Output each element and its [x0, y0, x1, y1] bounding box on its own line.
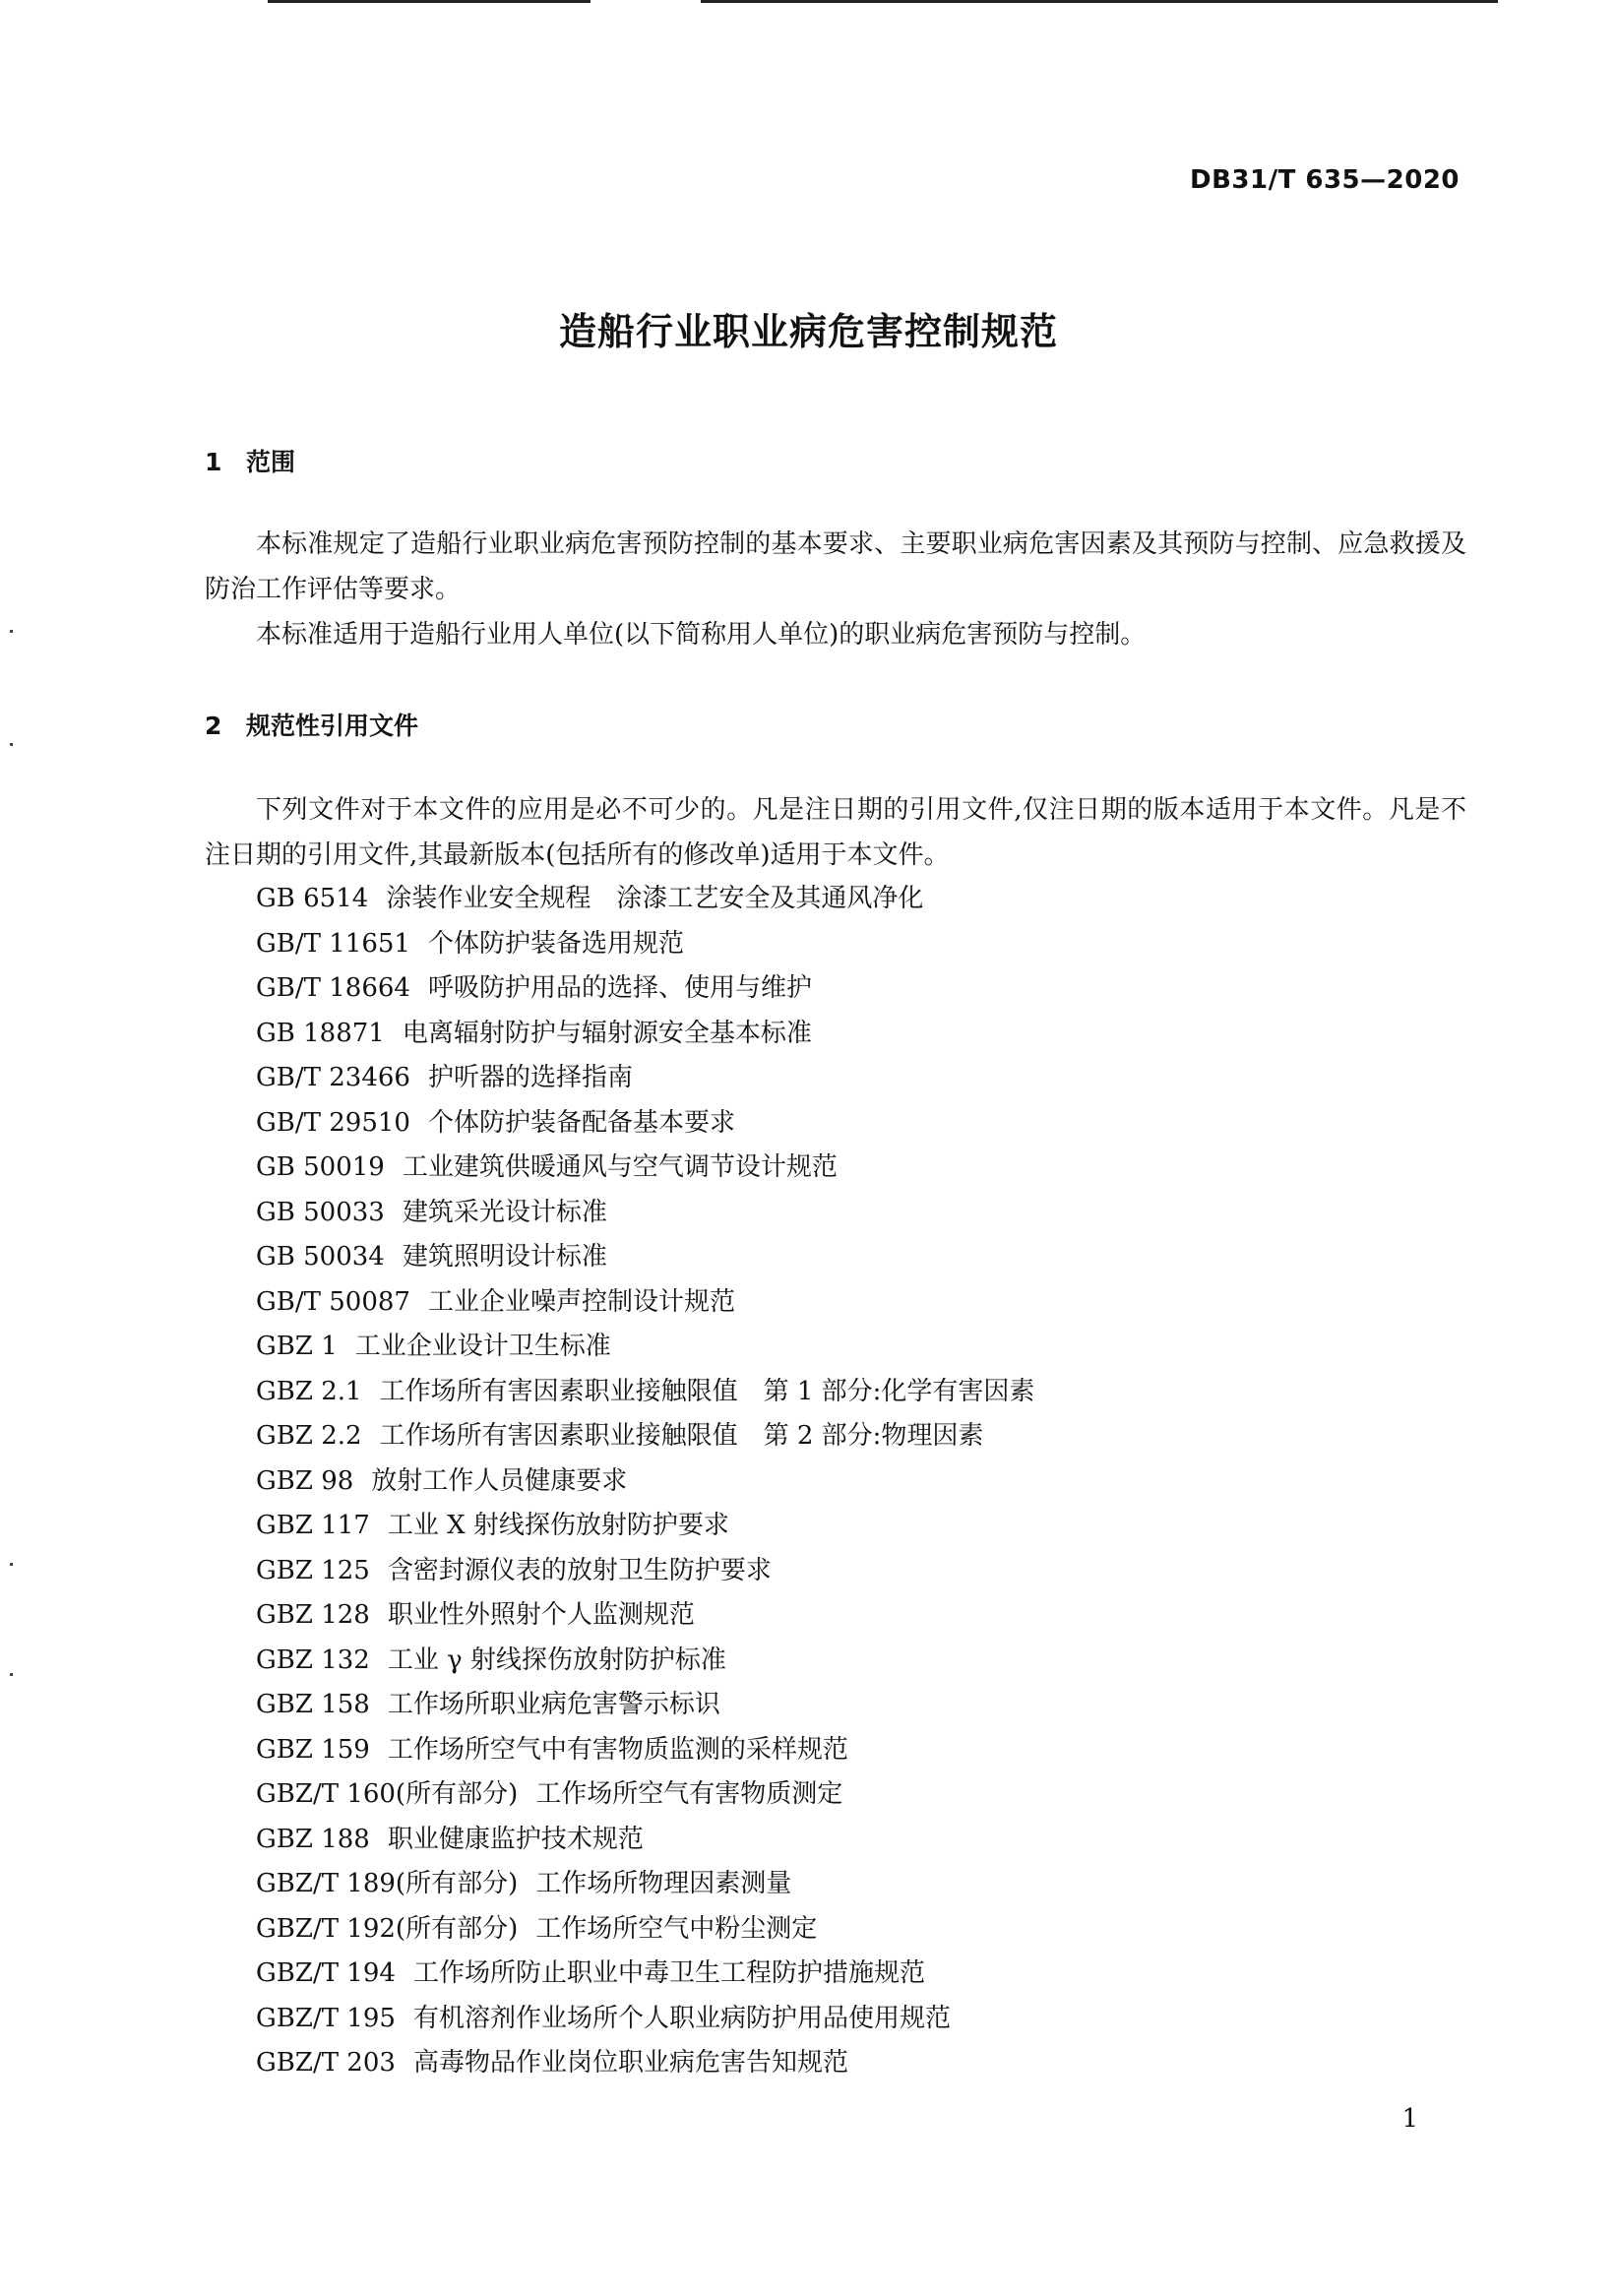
reference-item: [256, 1683, 1034, 1728]
reference-list: [256, 877, 1034, 2086]
reference-code: GBZ 98: [256, 1465, 354, 1496]
reference-code: GBZ 159: [256, 1734, 370, 1765]
reference-code: GBZ 128: [256, 1600, 370, 1630]
scan-mark: [10, 630, 13, 633]
reference-title: 工业企业噪声控制设计规范: [427, 1286, 735, 1317]
reference-item: [256, 1280, 1034, 1326]
reference-code: GBZ/T 192(所有部分): [256, 1913, 519, 1944]
reference-item: [256, 1370, 1034, 1415]
reference-item: [256, 1504, 1034, 1549]
reference-title: 有机溶剂作业场所个人职业病防护用品使用规范: [412, 2003, 951, 2033]
reference-code: GBZ/T 195: [256, 2003, 396, 2033]
reference-item: [256, 1325, 1034, 1370]
section-title: 范围: [246, 448, 296, 476]
reference-item: [256, 1012, 1034, 1057]
reference-item: [256, 2041, 1034, 2086]
reference-title: 个体防护装备配备基本要求: [427, 1107, 735, 1138]
reference-item: [256, 1997, 1034, 2042]
top-border-rule: [701, 0, 1498, 3]
reference-code: GBZ/T 160(所有部分): [256, 1779, 519, 1809]
section-number: 1: [205, 448, 222, 476]
scan-mark: [10, 1563, 13, 1566]
reference-code: GBZ 158: [256, 1690, 370, 1719]
scan-mark: [10, 743, 13, 746]
reference-title: 工作场所职业病危害警示标识: [387, 1690, 720, 1719]
reference-code: GBZ 132: [256, 1644, 370, 1675]
reference-code: GB/T 11651: [256, 928, 410, 959]
reference-item: [256, 877, 1034, 922]
reference-title: 职业健康监护技术规范: [387, 1824, 644, 1854]
reference-title: 护听器的选择指南: [427, 1063, 633, 1092]
reference-item: [256, 1191, 1034, 1236]
reference-title: 放射工作人员健康要求: [371, 1465, 628, 1496]
page-number: 1: [1401, 2104, 1418, 2134]
reference-code: GB 50034: [256, 1242, 385, 1272]
reference-code: GBZ/T 189(所有部分): [256, 1869, 519, 1898]
reference-code: GB 6514: [256, 884, 369, 913]
reference-title: 工业 X 射线探伤放射防护要求: [387, 1511, 729, 1540]
reference-title: 工业 γ 射线探伤放射防护标准: [387, 1644, 726, 1675]
reference-title: 工作场所空气有害物质测定: [535, 1779, 843, 1809]
reference-title: 工作场所有害因素职业接触限值 第 1 部分:化学有害因素: [379, 1376, 1035, 1406]
reference-title: 工作场所防止职业中毒卫生工程防护措施规范: [412, 1958, 925, 1988]
reference-item: [256, 1907, 1034, 1953]
reference-item: [256, 1459, 1034, 1505]
document-number: DB31/T 635—2020: [1190, 165, 1460, 195]
reference-code: GB 50019: [256, 1152, 385, 1182]
reference-title: 建筑采光设计标准: [402, 1197, 607, 1227]
reference-code: GBZ 125: [256, 1555, 370, 1585]
reference-title: 呼吸防护用品的选择、使用与维护: [427, 973, 812, 1003]
reference-item: [256, 1772, 1034, 1818]
reference-item: [256, 1101, 1034, 1147]
reference-title: 个体防护装备选用规范: [427, 928, 684, 959]
section-heading-scope: [205, 443, 295, 478]
reference-title: 含密封源仪表的放射卫生防护要求: [387, 1555, 772, 1585]
reference-title: 工作场所空气中粉尘测定: [535, 1913, 818, 1944]
references-intro-paragraph: 下列文件对于本文件的应用是必不可少的。凡是注日期的引用文件,仅注日期的版本适用于本文件。凡是不注日期的引用文件,其最新版本(包括所有的修改单)适用于本文件。: [205, 795, 1466, 870]
reference-title: 工作场所有害因素职业接触限值 第 2 部分:物理因素: [379, 1421, 984, 1451]
reference-code: GB 18871: [256, 1018, 385, 1048]
reference-code: GBZ 2.1: [256, 1376, 362, 1406]
reference-code: GBZ 1: [256, 1332, 338, 1361]
reference-title: 工作场所空气中有害物质监测的采样规范: [387, 1734, 848, 1765]
reference-title: 建筑照明设计标准: [402, 1242, 607, 1272]
reference-item: [256, 1728, 1034, 1773]
scope-paragraph: 本标准规定了造船行业职业病危害预防控制的基本要求、主要职业病危害因素及其预防与控制、应急救援及防治工作评估等要求。: [205, 529, 1466, 604]
reference-code: GB/T 18664: [256, 973, 410, 1003]
reference-item: [256, 1593, 1034, 1639]
reference-title: 工业建筑供暖通风与空气调节设计规范: [402, 1152, 838, 1182]
reference-item: [256, 922, 1034, 967]
reference-item: [256, 1235, 1034, 1280]
reference-title: 电离辐射防护与辐射源安全基本标准: [402, 1018, 812, 1048]
reference-code: GBZ/T 194: [256, 1958, 396, 1988]
section-heading-normative-references: [205, 707, 418, 742]
reference-code: GB 50033: [256, 1197, 385, 1227]
document-title: 造船行业职业病危害控制规范: [558, 310, 1058, 353]
top-border-rule: [268, 0, 591, 3]
reference-item: [256, 1818, 1034, 1863]
reference-item: [256, 1862, 1034, 1907]
reference-item: [256, 1056, 1034, 1101]
reference-code: GB/T 23466: [256, 1063, 410, 1092]
reference-title: 职业性外照射个人监测规范: [387, 1600, 695, 1630]
scope-paragraph: 本标准适用于造船行业用人单位(以下简称用人单位)的职业病危害预防与控制。: [256, 620, 1147, 650]
reference-title: 工业企业设计卫生标准: [354, 1332, 611, 1361]
reference-item: [256, 1549, 1034, 1594]
scan-mark: [10, 1673, 13, 1676]
reference-title: 涂装作业安全规程 涂漆工艺安全及其通风净化: [386, 884, 924, 913]
reference-code: GB/T 50087: [256, 1286, 410, 1317]
reference-code: GBZ 188: [256, 1824, 370, 1854]
reference-title: 工作场所物理因素测量: [535, 1869, 792, 1898]
reference-item: [256, 1146, 1034, 1191]
reference-code: GBZ 117: [256, 1511, 370, 1540]
reference-title: 高毒物品作业岗位职业病危害告知规范: [412, 2048, 848, 2078]
reference-item: [256, 966, 1034, 1012]
section-number: 2: [205, 712, 222, 740]
section-title: 规范性引用文件: [246, 712, 419, 740]
reference-item: [256, 1639, 1034, 1684]
reference-code: GB/T 29510: [256, 1107, 410, 1138]
reference-code: GBZ 2.2: [256, 1421, 362, 1451]
reference-code: GBZ/T 203: [256, 2048, 396, 2078]
reference-item: [256, 1952, 1034, 1997]
reference-item: [256, 1414, 1034, 1459]
